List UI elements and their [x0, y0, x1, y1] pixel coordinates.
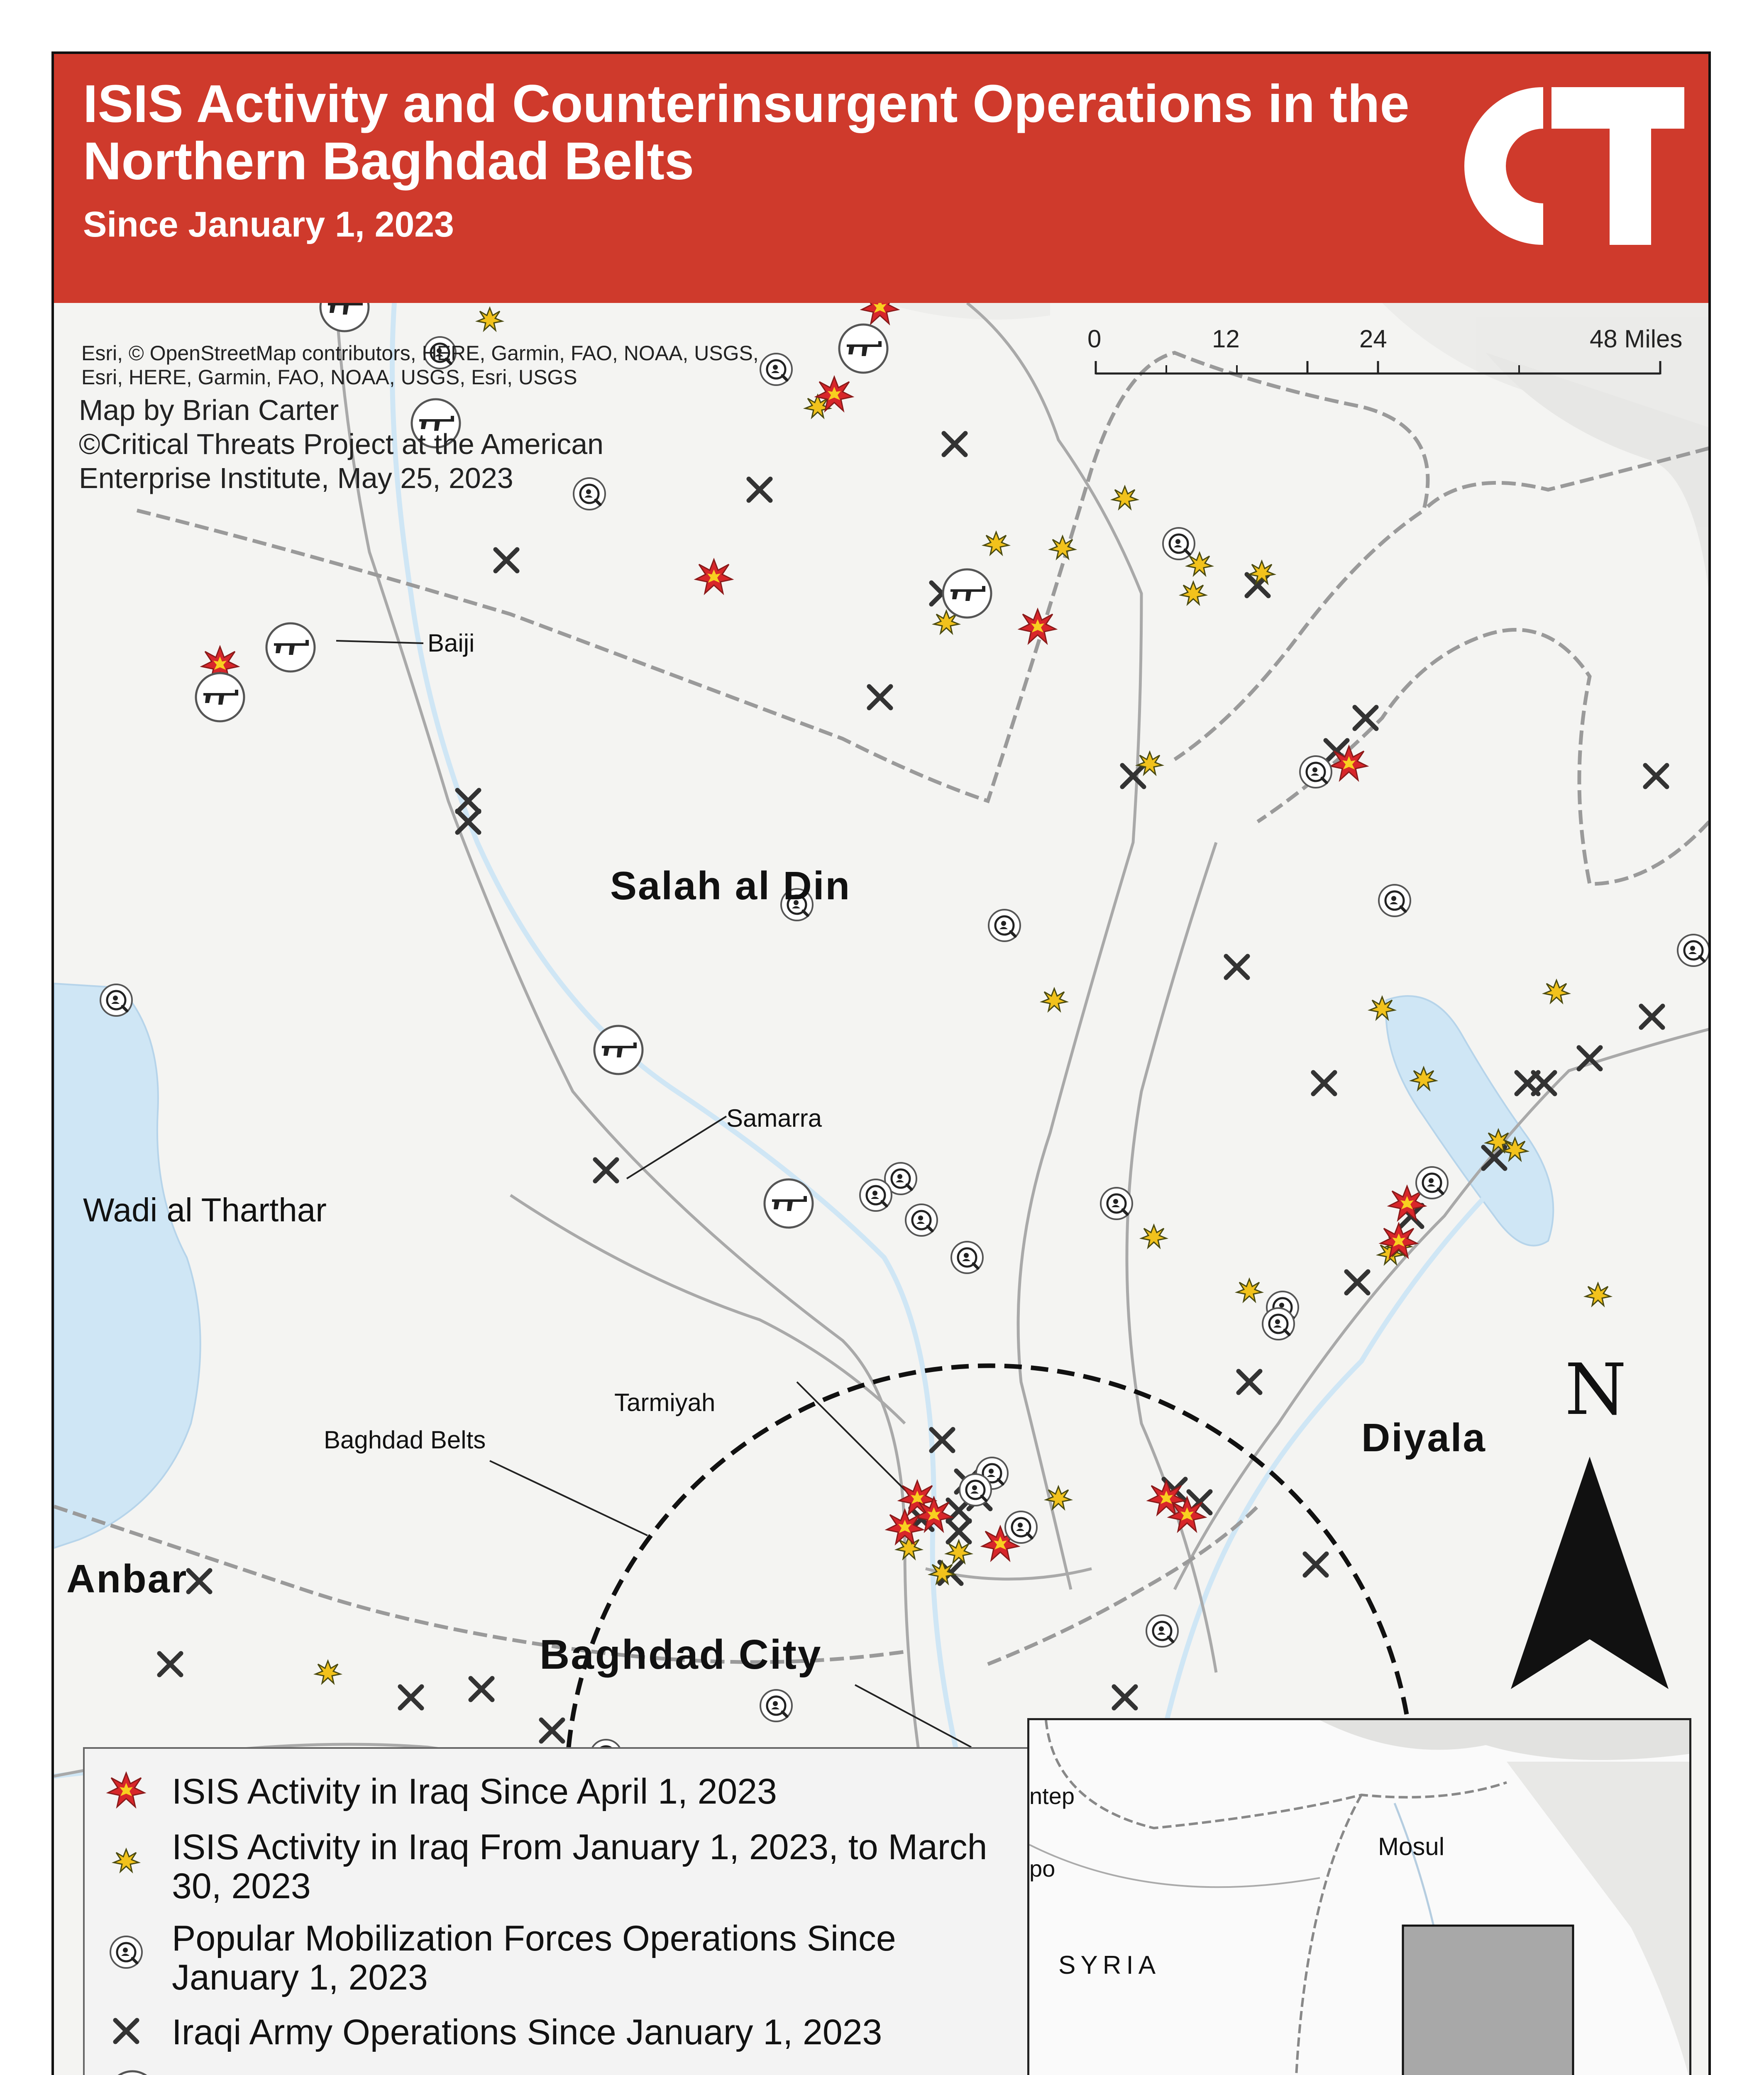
inset-label-mosul: Mosul: [1378, 1833, 1445, 1860]
esri-credit-line2: Esri, HERE, Garmin, FAO, NOAA, USGS, Esri, USGS: [81, 366, 577, 389]
label-tarmiyah: Tarmiyah: [614, 1389, 716, 1416]
inset-label-syria: SYRIA: [1058, 1951, 1161, 1980]
label-anbar: Anbar: [66, 1557, 188, 1601]
map-title: ISIS Activity and Counterinsurgent Operations in the Northern Baghdad Belts: [83, 74, 1410, 191]
scale-tick-12: 12: [1212, 325, 1240, 353]
ct-logo-icon: [1439, 79, 1688, 253]
explosion-yellow-icon: [105, 1840, 147, 1882]
legend-isis-early: ISIS Activity in Iraq From January 1, 2023, to March 30, 2023: [172, 1827, 987, 1906]
inset-map-canvas: [1029, 1720, 1691, 2075]
label-salah-al-din: Salah al Din: [610, 864, 851, 908]
title-banner: [54, 54, 1708, 303]
x-mark-icon: [105, 2010, 147, 2052]
north-label: N: [1565, 1349, 1627, 1431]
north-arrow-icon: [1507, 1457, 1673, 1689]
rifle-icon: [105, 2068, 159, 2075]
label-diyala: Diyala: [1361, 1416, 1486, 1460]
explosion-red-icon: [105, 1770, 147, 1811]
map-legend: [83, 1747, 1033, 2075]
map-frame: [51, 51, 1711, 2075]
inset-label-aleppo: po: [1029, 1855, 1055, 1882]
scale-tick-0: 0: [1087, 325, 1102, 353]
label-samarra: Samarra: [726, 1104, 822, 1132]
scale-tick-48: 48 Miles: [1590, 325, 1683, 353]
scale-bar: [1087, 315, 1698, 392]
author-credit-line1: Map by Brian Carter: [79, 394, 339, 426]
esri-credit-line1: Esri, © OpenStreetMap contributors, HERE, Garmin, FAO, NOAA, USGS,: [81, 342, 759, 365]
label-baiji: Baiji: [428, 629, 475, 657]
label-baghdad-city: Baghdad City: [540, 1631, 822, 1678]
map-subtitle: Since January 1, 2023: [83, 205, 454, 244]
label-baghdad-belts: Baghdad Belts: [324, 1426, 486, 1454]
author-credit-line2: ©Critical Threats Project at the American: [79, 428, 604, 460]
inset-map: [1027, 1718, 1691, 2075]
legend-pmf: Popular Mobilization Forces Operations Since January 1, 2023: [172, 1919, 896, 1997]
legend-iraqi-army: Iraqi Army Operations Since January 1, 2023: [172, 2012, 882, 2052]
inset-label-antep: ntep: [1029, 1783, 1075, 1809]
label-wadi-al-tharthar: Wadi al Tharthar: [83, 1191, 327, 1228]
pmf-search-icon: [105, 1931, 147, 1973]
baghdad-belts-ring: [569, 1366, 1411, 1747]
legend-isis-recent: ISIS Activity in Iraq Since April 1, 2023: [172, 1772, 777, 1811]
author-credit-line3: Enterprise Institute, May 25, 2023: [79, 462, 513, 494]
scale-tick-24: 24: [1359, 325, 1387, 353]
lake-tharthar: [54, 984, 200, 1548]
